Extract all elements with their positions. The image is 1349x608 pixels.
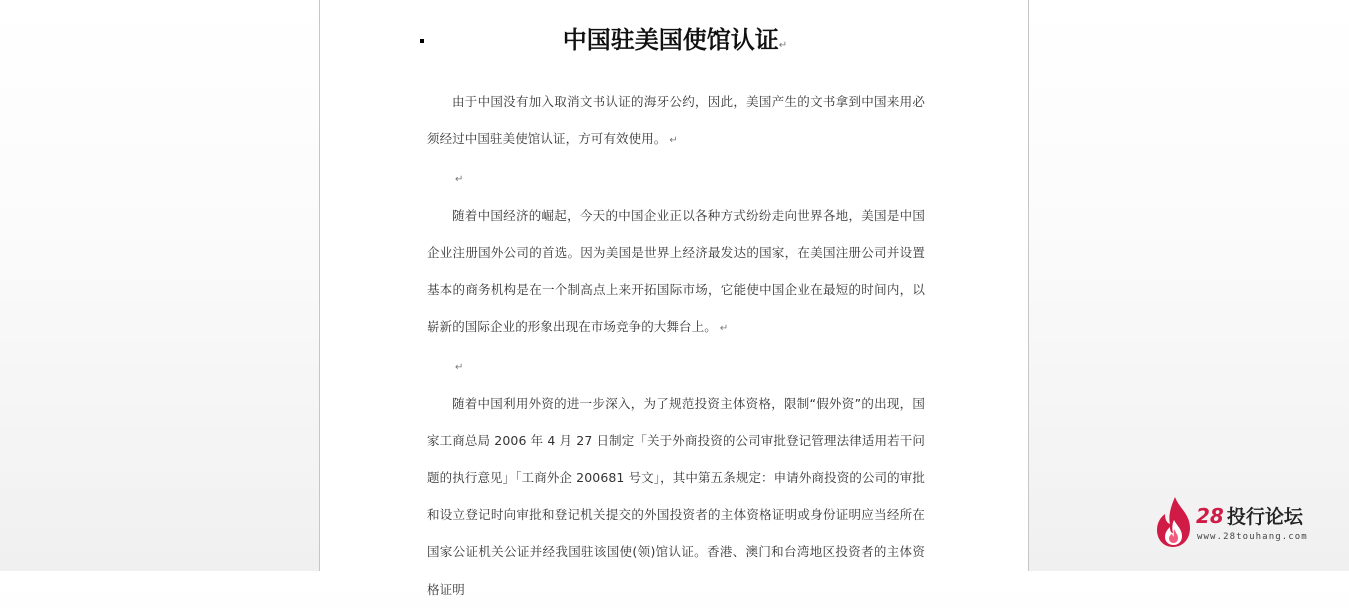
document-title: 中国驻美国使馆认证↵	[562, 25, 788, 54]
watermark-logo	[1155, 496, 1325, 548]
empty-paragraph	[427, 347, 925, 384]
empty-paragraph	[427, 159, 925, 196]
paragraph-mark: ↵	[455, 362, 464, 374]
brand-url: www.28touhang.com	[1197, 532, 1308, 542]
document-body	[427, 83, 925, 608]
paragraph-mark: ↵	[669, 135, 678, 147]
paragraph-mark: ↵	[778, 40, 788, 51]
paragraph-mark: ↵	[719, 323, 729, 335]
paragraph: 随着中国经济的崛起，今天的中国企业正以各种方式纷纷走向世界各地，美国是中国企业注册国外公司的首选。因为美国是世界上经济最发达的国家，在美国注册公司并设置基本的商务机构是在一个制高点上来开拓国际市场，它能使中国企业在最短的时间内，以崭新的国际企业的形象出现在市场竞争的大舞台上。 ↵	[427, 207, 925, 335]
paragraph: 由于中国没有加入取消文书认证的海牙公约，因此，美国产生的文书拿到中国来用必须经过中国驻美使馆认证，方可有效使用。 ↵	[427, 94, 925, 147]
paragraph-mark: ↵	[455, 174, 464, 186]
brand-name: 28 投行论坛	[1196, 504, 1303, 528]
flame-icon	[1155, 496, 1193, 548]
document-page	[319, 0, 1029, 597]
paragraph: 随着中国利用外资的进一步深入，为了规范投资主体资格，限制“假外资”的出现，国家工商总局 2006 年 4 月 27 日制定「关于外商投资的公司审批登记管理法律适用若干问题的执行意见」「工商外企 200681 号文」，其中第五条规定：申请外商投资的公司的审批和设立登记时向审批和登记机关提交的外国投资者的主体资格证明或身份证明应当经所在国家公证机关公证并经我国驻该国使(领)馆认证。香港、澳门和台湾地区投资者的主体资格证明	[427, 395, 925, 597]
